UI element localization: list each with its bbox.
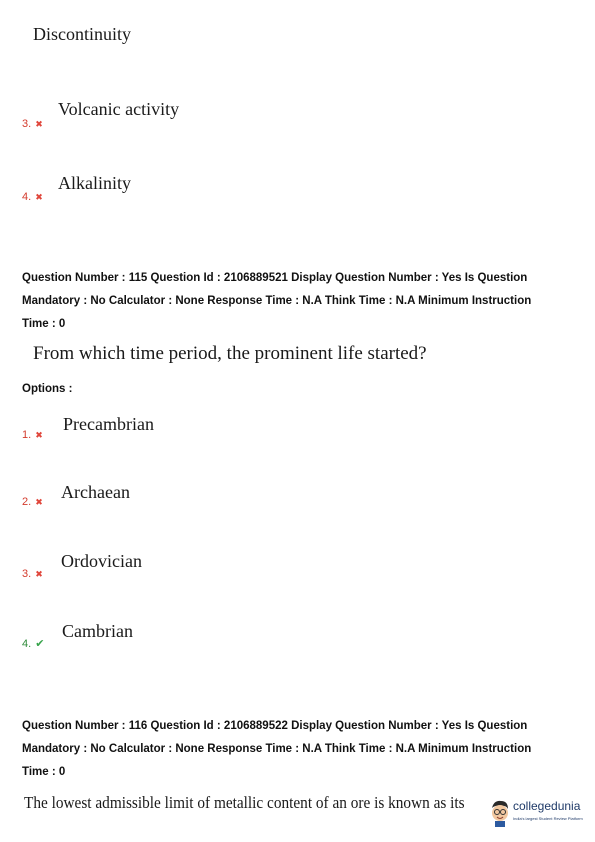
option-text: Archaean [61,482,130,502]
option-number: 3. ✖ [22,118,43,130]
cross-icon: ✖ [35,192,43,202]
collegedunia-logo [489,797,589,831]
option-number: 2. ✖ [22,496,43,508]
question-metadata [22,267,582,336]
metadata-line: Mandatory : No Calculator : None Response Time : N.A Think Time : N.A Minimum Instruction [22,295,532,307]
cross-icon: ✖ [35,119,43,129]
metadata-line: Question Number : 115 Question Id : 2106889521 Display Question Number : Yes Is Question [22,272,528,284]
metadata-line: Question Number : 116 Question Id : 2106889522 Display Question Number : Yes Is Question [22,720,528,732]
option-text: Discontinuity [33,24,131,44]
option-text: Cambrian [62,621,133,641]
question-text: The lowest admissible limit of metallic content of an ore is known as its [24,793,465,812]
question-metadata [22,715,582,784]
option-text: Ordovician [61,551,142,571]
option-number: 1. ✖ [22,429,43,441]
cross-icon: ✖ [35,430,43,440]
options-label: Options : [22,383,73,395]
cross-icon: ✖ [35,569,43,579]
check-icon: ✔ [35,638,45,650]
option-text: Alkalinity [58,173,131,193]
option-number: 4. ✔ [22,638,45,650]
cross-icon: ✖ [35,497,43,507]
option-text: Precambrian [63,414,154,434]
option-text: Volcanic activity [58,99,180,119]
question-text: From which time period, the prominent life started? [33,343,427,364]
brand-tagline: India's largest Student Review Platform [513,816,583,821]
option-number: 4. ✖ [22,191,43,203]
metadata-line: Mandatory : No Calculator : None Response Time : N.A Think Time : N.A Minimum Instruction [22,743,532,755]
mascot-icon [489,799,511,827]
option-number: 3. ✖ [22,568,43,580]
metadata-line: Time : 0 [22,318,66,330]
brand-name: collegedunia [513,799,581,813]
metadata-line: Time : 0 [22,766,66,778]
